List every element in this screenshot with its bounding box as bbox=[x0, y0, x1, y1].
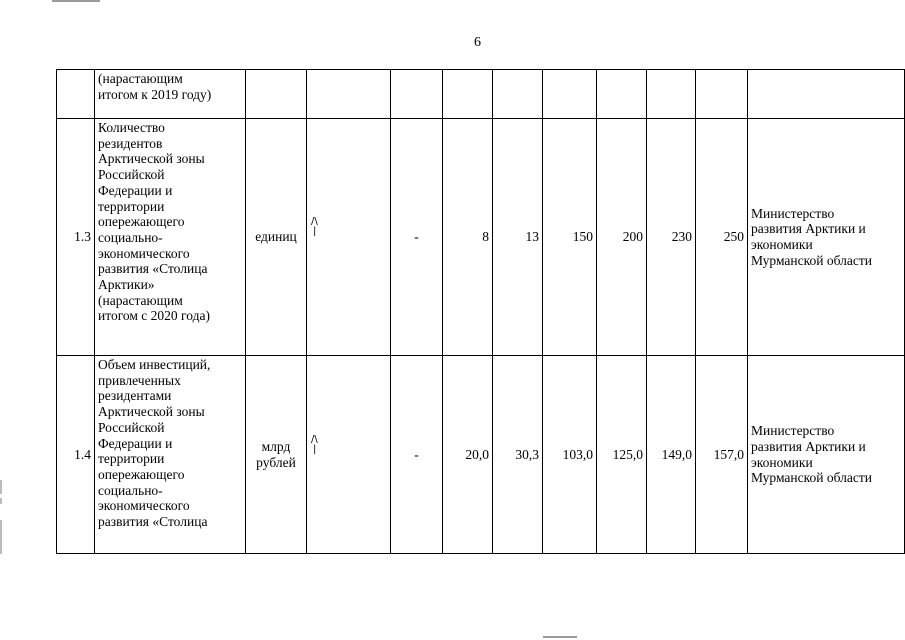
indicator-name-line: Федерации и bbox=[98, 435, 173, 451]
indicator-name-cell bbox=[95, 70, 246, 119]
year-value-cell: 30,3 bbox=[493, 356, 543, 554]
indicator-name-line: привлеченных bbox=[98, 372, 181, 388]
year-value-cell: 20,0 bbox=[443, 356, 493, 554]
indicator-name-cell bbox=[95, 356, 246, 554]
responsible-org-line: развития Арктики и bbox=[751, 438, 866, 454]
unit-cell bbox=[246, 70, 307, 119]
base-value-cell bbox=[391, 70, 443, 119]
indicator-name-line: Российской bbox=[98, 167, 165, 183]
year-value-cell bbox=[696, 70, 748, 119]
indicator-name-line: итогом к 2019 году) bbox=[98, 86, 212, 102]
year-value-cell bbox=[443, 70, 493, 119]
indicator-name-line: экономического bbox=[98, 498, 190, 514]
indicator-name-line: (нарастающим bbox=[98, 71, 183, 86]
year-value-cell: 149,0 bbox=[647, 356, 696, 554]
indicator-name-line: Арктики» bbox=[98, 277, 155, 293]
indicator-name-line: Количество bbox=[98, 120, 165, 135]
year-value-cell: 200 bbox=[597, 119, 647, 356]
indicators-table bbox=[56, 69, 905, 554]
unit-line: рублей bbox=[256, 454, 296, 470]
table-row bbox=[57, 70, 905, 119]
table-body bbox=[57, 70, 905, 554]
year-value-cell: 230 bbox=[647, 119, 696, 356]
year-value-cell bbox=[493, 70, 543, 119]
unit-cell bbox=[246, 356, 307, 554]
indicator-name-line: резидентами bbox=[98, 388, 172, 404]
year-value-cell: 13 bbox=[493, 119, 543, 356]
indicator-name-line: резидентов bbox=[98, 135, 163, 151]
scan-edge-mark bbox=[0, 520, 2, 554]
unit-line: единиц bbox=[255, 229, 297, 245]
increase-arrow-icon: /\ | bbox=[311, 216, 318, 237]
row-number-cell: 1.4 bbox=[57, 356, 95, 554]
indicator-name-line: территории bbox=[98, 451, 165, 467]
indicator-name-line: Арктической зоны bbox=[98, 404, 205, 420]
top-scan-rule bbox=[52, 0, 100, 2]
indicator-name-line: Арктической зоны bbox=[98, 151, 205, 167]
indicator-name-line: Федерации и bbox=[98, 182, 173, 198]
indicator-name-line: итогом с 2020 года) bbox=[98, 308, 210, 324]
year-value-cell bbox=[647, 70, 696, 119]
unit-cell bbox=[246, 119, 307, 356]
year-value-cell: 103,0 bbox=[543, 356, 597, 554]
responsible-org-line: экономики bbox=[751, 454, 813, 470]
indicator-name-line: Российской bbox=[98, 419, 165, 435]
responsible-org-line: Министерство bbox=[751, 423, 835, 439]
indicator-name-line: развития «Столица bbox=[98, 261, 208, 277]
increase-arrow-icon: /\ | bbox=[311, 433, 318, 455]
indicator-name-line: развития «Столица bbox=[98, 514, 208, 530]
indicator-name-cell bbox=[95, 119, 246, 356]
bottom-scan-rule bbox=[543, 636, 577, 638]
indicator-name-line: социально- bbox=[98, 229, 163, 245]
responsible-org-cell bbox=[748, 70, 905, 119]
table-row bbox=[57, 119, 905, 356]
base-value-cell: - bbox=[391, 356, 443, 554]
year-value-cell: 125,0 bbox=[597, 356, 647, 554]
responsible-org-line: Мурманской области bbox=[751, 470, 872, 486]
table-row bbox=[57, 356, 905, 554]
responsible-org-line: развития Арктики и bbox=[751, 221, 866, 237]
responsible-org-line: Мурманской области bbox=[751, 252, 872, 268]
row-number-cell bbox=[57, 70, 95, 119]
base-value-cell: - bbox=[391, 119, 443, 356]
indicator-name-line: (нарастающим bbox=[98, 292, 183, 308]
indicator-name-line: опережающего bbox=[98, 466, 185, 482]
unit-line: млрд bbox=[261, 438, 291, 454]
year-value-cell: 150 bbox=[543, 119, 597, 356]
year-value-cell bbox=[543, 70, 597, 119]
row-number-cell: 1.3 bbox=[57, 119, 95, 356]
year-value-cell: 250 bbox=[696, 119, 748, 356]
page-number: 6 bbox=[474, 35, 481, 50]
responsible-org-cell bbox=[748, 356, 905, 554]
indicator-name-line: экономического bbox=[98, 245, 190, 261]
scan-edge-mark bbox=[0, 498, 2, 504]
trend-direction-cell bbox=[307, 356, 391, 554]
year-value-cell bbox=[597, 70, 647, 119]
responsible-org-line: экономики bbox=[751, 237, 813, 252]
indicator-name-line: социально- bbox=[98, 482, 163, 498]
indicator-name-line: опережающего bbox=[98, 214, 185, 230]
responsible-org-cell bbox=[748, 119, 905, 356]
indicator-name-line: Объем инвестиций, bbox=[98, 357, 211, 372]
year-value-cell: 8 bbox=[443, 119, 493, 356]
trend-direction-cell bbox=[307, 119, 391, 356]
indicator-name-line: территории bbox=[98, 198, 165, 214]
trend-direction-cell bbox=[307, 70, 391, 119]
scan-edge-mark bbox=[0, 480, 2, 494]
responsible-org-line: Министерство bbox=[751, 205, 835, 221]
year-value-cell: 157,0 bbox=[696, 356, 748, 554]
